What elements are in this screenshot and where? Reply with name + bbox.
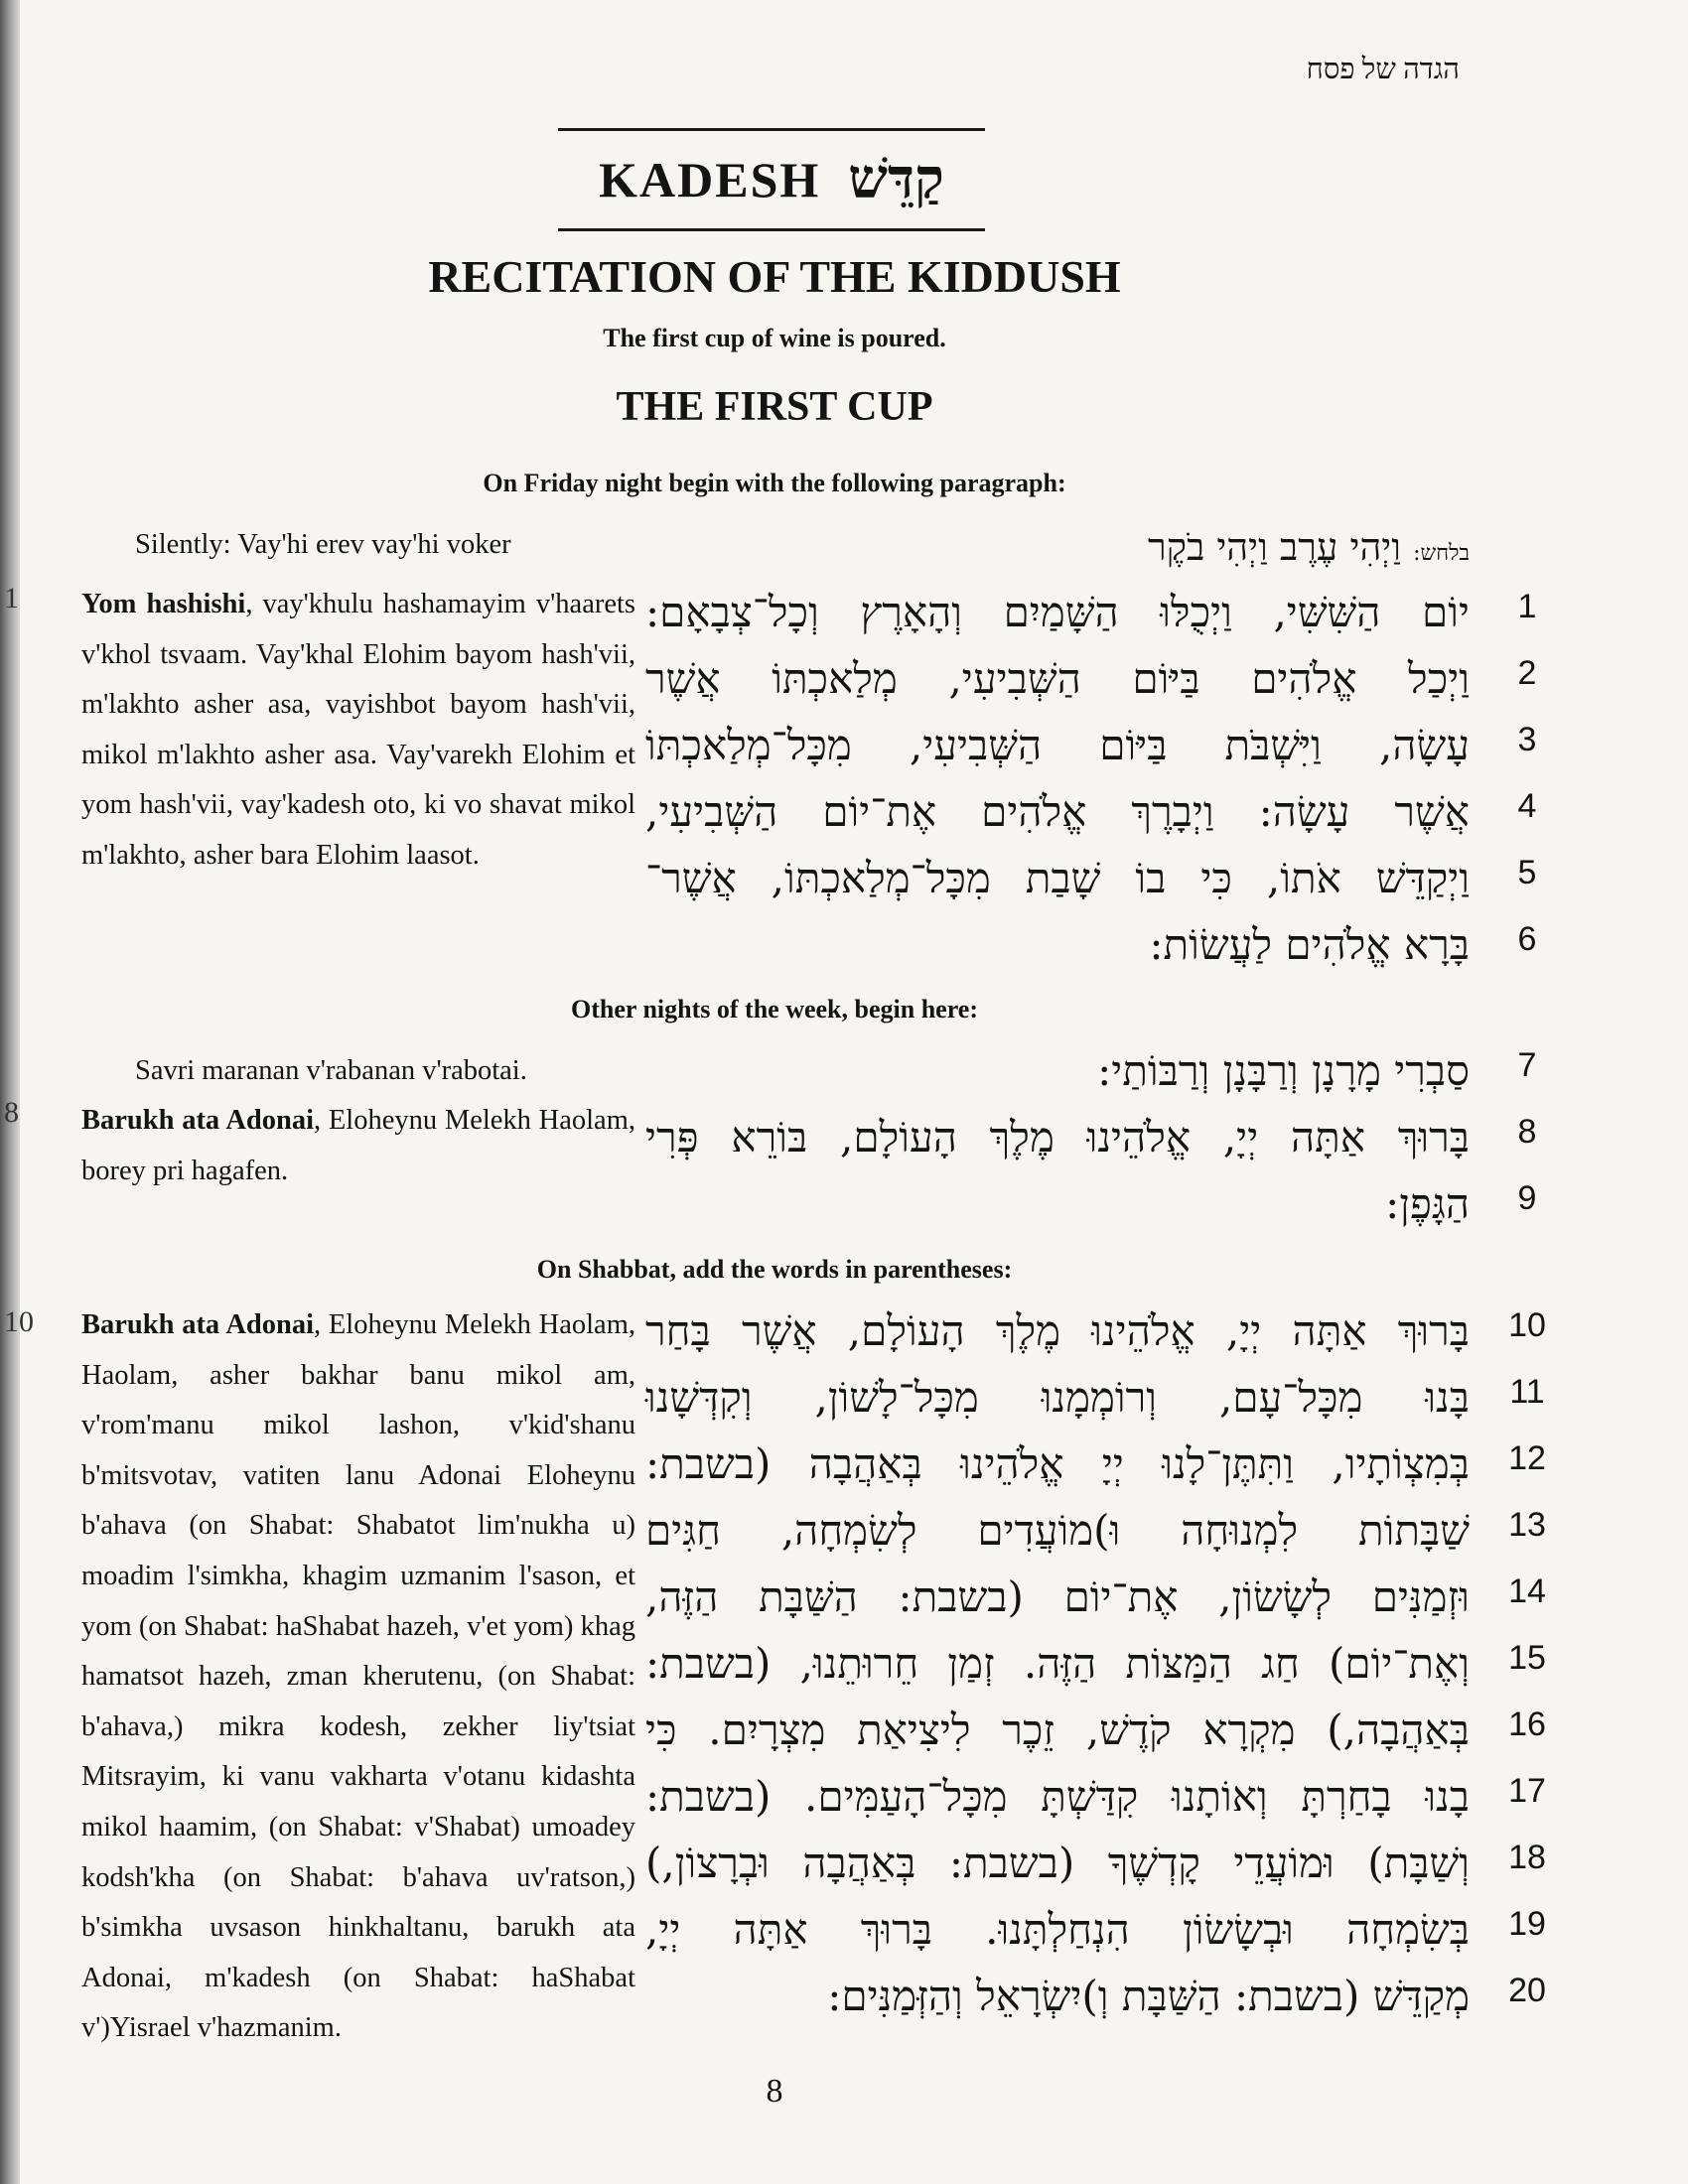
line-number: 1 [1517,588,1537,625]
hebrew-line: מְקַדֵּשׁ (בשבת: הַשַּׁבָּת וְ)יִשְׂרָאֵל וְהַזְּמַנִּים: [827,1972,1470,2020]
hebrew-line: אֲשֶׁר עָשָׂה: וַיְבָרֶךְ אֱלֹהִים אֶת־יוֹם הַשְּׁבִיעִי, [645,787,1470,836]
line-number: 12 [1508,1439,1546,1477]
translit-paragraph-blessing-wine: Barukh ata Adonai, Eloheynu Melekh Haolam, borey pri hagafen. [81,1105,635,1186]
hebrew-line: בָנוּ בָחַרְתָּ וְאוֹתָנוּ קִדַּשְׁתָּ מִכָּל־הָעַמִּים. (בשבת: [645,1772,1470,1821]
line-number: 16 [1508,1706,1546,1743]
line-number: 9 [1517,1179,1537,1217]
instruction-other-nights: Other nights of the week, begin here: [571,995,978,1024]
line-number: 5 [1517,854,1537,891]
savri-translit: Savri maranan v'rabanan v'rabotai. [135,1055,527,1086]
line-number: 4 [1517,787,1537,825]
page-number: 8 [766,2073,783,2110]
translit-paragraph-friday: Yom hashishi, vay'khulu hashamayim v'haarets v'khol tsvaam. Vay'khal Elohim bayom hash'vii, m'lakhto asher asa, vayishbot bayom hash'vii, mikol m'lakhto asher asa. Vay'varekh Elohim et yom hash'vii, vay'kadesh oto, ki vo shavat mikol m'lakhto, asher bara Elohim laasot. [81,589,635,871]
line-number: 10 [1508,1306,1546,1344]
line-number: 3 [1517,721,1537,758]
running-header: הגדה של פסח [1306,54,1460,85]
silent-translit: Silently: Vay'hi erev vay'hi voker [135,529,511,560]
main-heading: RECITATION OF THE KIDDUSH [428,251,1121,302]
line-number: 20 [1508,1972,1546,2009]
hebrew-line: וּזְמַנִּים לְשָׂשׂוֹן, אֶת־יוֹם (בשבת: הַשַּׁבָּת הַזֶּה, [645,1572,1470,1621]
hebrew-line: הַגָּפֶן: [1385,1179,1470,1228]
hebrew-line: עָשָׂה, וַיִּשְׁבֹּת בַּיּוֹם הַשְּׁבִיעִי, מִכָּל־מְלַאכְתּוֹ [645,721,1470,769]
silent-prefix: בלחש: [1413,541,1470,566]
hebrew-line: בָּרוּךְ אַתָּה יְיָ, אֱלֹהֵינוּ מֶלֶךְ הָעוֹלָם, בּוֹרֵא פְּרִי [645,1113,1470,1161]
line-number: 14 [1508,1572,1546,1610]
hebrew-line: בָּנוּ מִכָּל־עָם, וְרוֹמְמָנוּ מִכָּל־לָשׁוֹן, וְקִדְּשָׁנוּ [645,1373,1470,1422]
instruction-friday: On Friday night begin with the following paragraph: [483,469,1066,497]
hebrew-line: בָּרָא אֱלֹהִים לַעֲשׂוֹת: [1149,920,1470,969]
hebrew-line: וַיְקַדֵּשׁ אֹתוֹ, כִּי בוֹ שָׁבַת מִכָּל־מְלַאכְתּוֹ, אֲשֶׁר־ [645,854,1470,902]
hebrew-line: סַבְרִי מָרָנָן וְרַבָּנָן וְרַבּוֹתַי: [1097,1046,1470,1095]
section-title-box [558,128,985,231]
hebrew-line: וַיְכַל אֱלֹהִים בַּיּוֹם הַשְּׁבִיעִי, מְלַאכְתּוֹ אֲשֶׁר [645,654,1470,703]
line-number: 17 [1508,1772,1546,1810]
line-number: 18 [1508,1839,1546,1876]
line-number: 15 [1508,1639,1546,1677]
hebrew-line: בְּמִצְוֹתָיו, וַתִּתֶּן־לָנוּ יְיָ אֱלֹהֵינוּ בְּאַהֲבָה (בשבת: [645,1439,1470,1488]
edge-line-marker: 8 [4,1096,19,1129]
line-number: 19 [1508,1905,1546,1943]
translit-paragraph-kiddush: Barukh ata Adonai, Eloheynu Melekh Haolam, Haolam, asher bakhar banu mikol am, v'rom'manu mikol lashon, v'kid'shanu b'mitsvotav, vatiten lanu Adonai Eloheynu b'ahava (on Shabat: Shabatot lim'nukha u) moadim l'simkha, khagim uzmanim l'sason, et yom (on Shabat: haShabat hazeh, v'et yom) khag hamatsot hazeh, zman kherutenu, (on Shabat: b'ahava,) mikra kodesh, zekher liy'tsiat Mitsrayim, ki vanu vakharta v'otanu kidashta mikol haamim, (on Shabat: v'Shabat) umoadey kodsh'kha (on Shabat: b'ahava uv'ratson,) b'simkha uvsason hinkhaltanu, barukh ata Adonai, m'kadesh (on Shabat: haShabat v')Yisrael v'hazmanim. [81,1309,635,2044]
hebrew-line: בְּאַהֲבָה,) מִקְרָא קֹדֶשׁ, זֵכֶר לִיצִיאַת מִצְרָיִם. כִּי [645,1706,1470,1754]
instruction-pour: The first cup of wine is poured. [603,324,946,352]
hebrew-line: וְאֶת־יוֹם) חַג הַמַּצּוֹת הַזֶּה. זְמַן חֵרוּתֵנוּ, (בשבת: [645,1639,1470,1688]
silent-hebrew-text: וַיְהִי עֶרֶב וַיְהִי בֹקֶר [1147,525,1401,569]
hebrew-line: וְשַׁבָּת) וּמוֹעֲדֵי קָדְשֶׁךָ (בשבת: בְּאַהֲבָה וּבְרָצוֹן,) [645,1839,1470,1887]
line-number: 11 [1509,1373,1545,1411]
line-number: 6 [1517,920,1537,958]
line-number: 7 [1517,1046,1537,1084]
instruction-shabbat: On Shabbat, add the words in parentheses: [536,1255,1013,1284]
section-title-english: KADESH [599,152,821,207]
line-number: 2 [1517,654,1537,692]
hebrew-line: בָּרוּךְ אַתָּה יְיָ, אֱלֹהֵינוּ מֶלֶךְ הָעוֹלָם, אֲשֶׁר בָּחַר [645,1306,1470,1355]
hebrew-line: שַׁבָּתוֹת לִמְנוּחָה וּ)מוֹעֲדִים לְשִׂמְחָה, חַגִּים [645,1506,1470,1555]
line-number: 13 [1508,1506,1546,1544]
section-title-hebrew: קַדֵּשׁ [848,149,944,210]
silent-hebrew-line [655,514,1470,580]
hebrew-line: בְּשִׂמְחָה וּבְשָׂשׂוֹן הִנְחַלְתָּנוּ. בָּרוּךְ אַתָּה יְיָ, [645,1905,1470,1954]
book-spine-shadow [0,0,20,2184]
edge-line-marker: 10 [4,1305,34,1338]
line-number: 8 [1517,1113,1537,1151]
hebrew-line: יוֹם הַשִּׁשִּׁי, וַיְכֻלּוּ הַשָּׁמַיִם וְהָאָרֶץ וְכָל־צְבָאָם: [645,588,1470,636]
edge-line-marker: 1 [4,582,19,614]
subheading: THE FIRST CUP [616,384,933,430]
